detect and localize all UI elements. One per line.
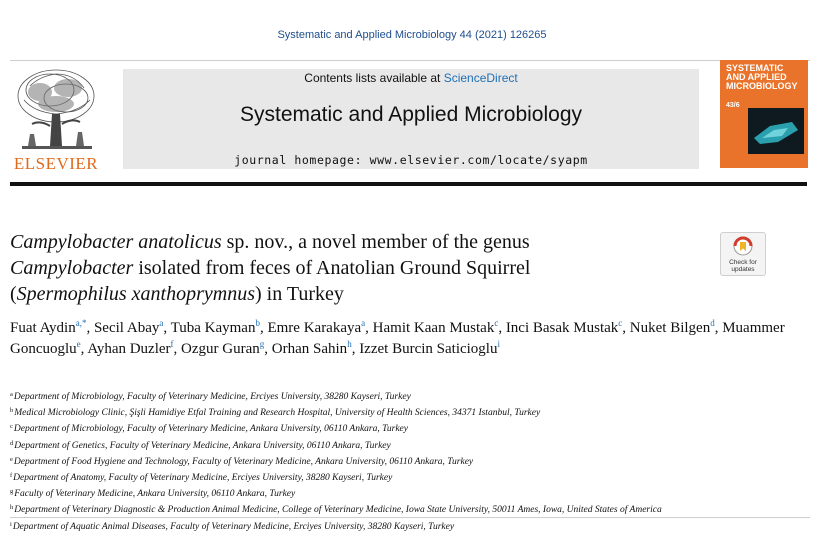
cover-issue: 43/6 <box>726 102 740 109</box>
affiliation-item <box>10 420 810 436</box>
author-separator: , <box>622 320 630 336</box>
affiliation-list <box>10 388 810 534</box>
cover-image <box>748 108 804 154</box>
affiliation-key: c <box>10 423 13 431</box>
author-affiliation-marker[interactable]: i <box>497 339 500 349</box>
journal-citation[interactable]: Systematic and Applied Microbiology 44 (2021) 126265 <box>277 29 547 41</box>
affiliation-text: Department of Food Hygiene and Technology, Faculty of Veterinary Medicine, Ankara University, 06110 Ankara, Turkey <box>13 456 474 467</box>
affiliation-item <box>10 388 810 404</box>
affiliation-text: Department of Microbiology, Faculty of Veterinary Medicine, Erciyes University, 38280 Kayseri, Turkey <box>13 392 411 402</box>
check-for-updates-label <box>721 259 765 273</box>
author-separator: , <box>80 341 88 357</box>
author-separator: , <box>498 320 506 336</box>
author-name[interactable]: Tuba Kayman <box>170 320 256 336</box>
cover-micrograph-icon <box>748 108 804 154</box>
author-separator: , <box>259 320 268 336</box>
affiliation-text: Medical Microbiology Clinic, Şişli Hamidiye Etfal Training and Research Hospital, University of Health Sciences, 34371 Istanbul, Turkey <box>14 408 541 419</box>
elsevier-logo[interactable] <box>10 66 102 174</box>
affiliation-key: i <box>10 520 12 528</box>
check-label-line2: updates <box>731 266 755 273</box>
affiliation-text: Department of Veterinary Diagnostic & Production Animal Medicine, College of Veterinary Medicine, Iowa State University, 50011 Ames, Iowa, United States of America <box>14 505 662 516</box>
author-name[interactable]: Inci Basak Mustak <box>505 320 619 336</box>
article-title <box>10 229 650 307</box>
title-text-3: ) in Turkey <box>255 283 344 305</box>
author-name[interactable]: Hamit Kaan Mustak <box>372 320 495 336</box>
author-affiliation-marker[interactable]: g <box>259 339 265 349</box>
journal-homepage[interactable]: journal homepage: www.elsevier.com/locate/syapm <box>234 153 588 167</box>
journal-banner <box>123 69 699 169</box>
sciencedirect-link[interactable]: ScienceDirect <box>443 71 518 85</box>
affiliation-key: g <box>10 488 14 496</box>
affiliation-item <box>10 404 810 420</box>
author-separator: , <box>173 341 182 357</box>
author-name[interactable]: Fuat Aydin <box>10 320 76 336</box>
affiliation-text: Department of Aquatic Animal Diseases, Faculty of Veterinary Medicine, Erciyes University, 38280 Kayseri, Turkey <box>12 521 455 532</box>
title-text-2: isolated from feces of Anatolian Ground Squirrel ( <box>10 257 531 305</box>
affiliation-key: b <box>10 407 14 415</box>
elsevier-wordmark: ELSEVIER <box>13 154 99 173</box>
author-name[interactable]: Emre Karakaya <box>267 320 362 336</box>
author-separator: , <box>86 320 94 336</box>
affiliation-text: Faculty of Veterinary Medicine, Ankara University, 06110 Ankara, Turkey <box>14 489 296 500</box>
author-separator: , <box>714 320 723 336</box>
elsevier-tree-icon <box>10 66 102 154</box>
title-host-species: Spermophilus xanthoprymnus <box>16 283 255 305</box>
contents-available-line <box>123 71 699 85</box>
author-name[interactable]: Muammer Goncuoglu <box>10 320 785 357</box>
affiliation-item <box>10 518 810 534</box>
author-list <box>10 318 800 360</box>
affiliation-key: f <box>10 472 13 480</box>
check-for-updates-icon <box>721 233 765 259</box>
author-affiliation-marker[interactable]: a <box>159 318 164 328</box>
title-text-1: sp. nov., a novel member of the genus <box>221 231 530 253</box>
author-separator: , <box>351 341 360 357</box>
affiliation-key: a <box>10 391 13 398</box>
author-name[interactable]: Ozgur Guran <box>181 341 260 357</box>
citation-divider <box>10 60 810 61</box>
author-affiliation-marker[interactable]: c <box>494 318 499 328</box>
author-name[interactable]: Ayhan Duzler <box>87 341 171 357</box>
author-affiliation-marker[interactable]: e <box>76 339 81 349</box>
affiliation-item <box>10 453 810 469</box>
author-affiliation-marker[interactable]: b <box>255 318 260 328</box>
affiliation-item <box>10 469 810 485</box>
author-affiliation-marker[interactable]: h <box>347 339 352 349</box>
author-affiliation-marker[interactable]: a <box>361 318 366 328</box>
author-affiliation-marker[interactable]: d <box>710 318 715 328</box>
author-name[interactable]: Secil Abay <box>93 320 160 336</box>
affiliation-item <box>10 485 810 501</box>
author-separator: , <box>163 320 171 336</box>
affiliation-text: Department of Microbiology, Faculty of Veterinary Medicine, Ankara University, 06110 Ankara, Turkey <box>13 424 408 435</box>
affiliation-key: d <box>10 439 14 447</box>
affiliation-item <box>10 501 810 517</box>
header-divider <box>10 182 807 186</box>
title-genus-species: Campylobacter anatolicus <box>10 231 222 253</box>
author-affiliation-marker[interactable]: c <box>618 318 623 328</box>
affiliation-key: e <box>10 455 13 463</box>
title-genus: Campylobacter <box>10 257 134 279</box>
author-separator: , <box>264 341 272 357</box>
author-name[interactable]: Izzet Burcin Saticioglu <box>359 341 498 357</box>
cover-title: SYSTEMATIC AND APPLIED MICROBIOLOGY <box>726 63 798 91</box>
affiliation-key: h <box>10 504 14 512</box>
check-label-line1: Check for <box>729 259 757 266</box>
author-separator: , <box>365 320 373 336</box>
affiliation-text: Department of Genetics, Faculty of Veterinary Medicine, Ankara University, 06110 Ankara, Turkey <box>14 440 391 451</box>
affiliation-text: Department of Anatomy, Faculty of Veterinary Medicine, Erciyes University, 38280 Kayseri, Turkey <box>13 473 393 484</box>
journal-title: Systematic and Applied Microbiology <box>239 103 582 126</box>
author-name[interactable]: Nuket Bilgen <box>629 320 711 336</box>
author-affiliation-marker[interactable]: a,* <box>75 318 87 328</box>
affiliation-item <box>10 437 810 453</box>
journal-cover[interactable] <box>720 60 808 168</box>
contents-prefix: Contents lists available at <box>304 71 444 85</box>
author-affiliation-marker[interactable]: f <box>170 339 174 349</box>
footer-divider <box>10 517 810 518</box>
check-for-updates-button[interactable] <box>720 232 766 276</box>
author-name[interactable]: Orhan Sahin <box>271 341 348 357</box>
